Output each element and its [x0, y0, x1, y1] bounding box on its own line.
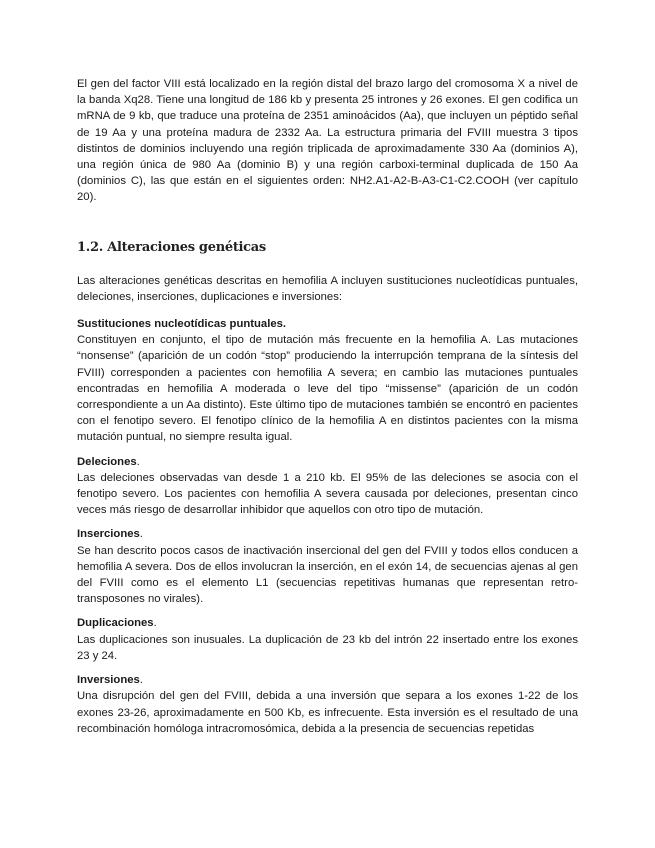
- subsection-title: Inversiones: [77, 674, 140, 687]
- subsection-title-period: .: [153, 617, 157, 630]
- subsection-duplications: [77, 615, 578, 664]
- subsection-body: Constituyen en conjunto, el tipo de mutación más frecuente en la hemofilia A. Las mutaciones “nonsense” (aparición de un codón “stop” produciendo la interrupción temprana de la síntesis del FVIII) corresponden a pacientes con hemofilia A severa; en cambio las mutaciones puntuales encontradas en hemofilia A moderada o leve del tipo “missense” (aparición de un codón correspondiente a un Aa distinto). Este último tipo de mutaciones también se encontró en pacientes con el fenotipo severo. El fenotipo clínico de la hemofilia A en distintos pacientes con la misma mutación puntual, no siempre resulta igual.: [77, 334, 578, 444]
- subsection-title-period: .: [139, 528, 143, 541]
- subsection-title: Sustituciones nucleotídicas puntuales.: [77, 318, 287, 331]
- subsection-body: Una disrupción del gen del FVIII, debida a una inversión que separa a los exones 1-22 de los exones 23-26, aproximadamente en 500 Kb, es infrecuente. Esta inversión es el resultado de una recombinación homóloga intracromosómica, debida a la presencia de secuencias repetidas: [77, 690, 578, 735]
- subsection-title-period: .: [136, 455, 140, 468]
- subsection-title: Inserciones: [77, 528, 140, 541]
- subsection-body: Las duplicaciones son inusuales. La duplicación de 23 kb del intrón 22 insertado entre los exones 23 y 24.: [77, 633, 578, 662]
- page-content: [77, 76, 578, 737]
- subsection-body: Las deleciones observadas van desde 1 a 210 kb. El 95% de las deleciones se asocia con el fenotipo severo. Los pacientes con hemofilia A severa causada por deleciones, presentan cinco veces más riesgo de desarrollar inhibidor que aquellos con otro tipo de mutación.: [77, 471, 578, 517]
- subsection-title: Deleciones: [77, 455, 137, 468]
- intro-paragraph: El gen del factor VIII está localizado en la región distal del brazo largo del cromosoma X a nivel de la banda Xq28. Tiene una longitud de 186 kb y presenta 25 intrones y 26 exones. El gen codifica un mRNA de 9 kb, que traduce una proteína de 2351 aminoácidos (Aa), que incluyen un péptido señal de 19 Aa y una proteína madura de 2332 Aa. La estructura primaria del FVIII muestra 3 tipos distintos de dominios incluyendo una región triplicada de aproximadamente 330 Aa (dominios A), una región única de 980 Aa (dominio B) y una región carboxi-terminal duplicada de 150 Aa (dominios C), las que están en el siguientes orden: NH2.A1-A2-B-A3-C1-C2.COOH (ver capítulo 20).: [77, 78, 578, 204]
- section-intro-paragraph: Las alteraciones genéticas descritas en hemofilia A incluyen sustituciones nucleotídicas puntuales, deleciones, inserciones, duplicaciones e inversiones:: [77, 274, 578, 303]
- subsection-title: Duplicaciones: [77, 617, 154, 630]
- subsection-inversions: [77, 672, 578, 737]
- subsection-point-substitutions: [77, 316, 578, 446]
- subsection-title-period: .: [139, 674, 143, 687]
- subsection-deletions: [77, 454, 578, 519]
- subsection-body: Se han descrito pocos casos de inactivación insercional del gen del FVIII y todos ellos conducen a hemofilia A severa. Dos de ellos involucran la inserción, en el exón 14, de secuencias ajenas al gen del FVIII como es el elemento L1 (secuencias repetitivas humanas que representan retro-transposones no virales).: [77, 544, 578, 606]
- section-heading: 1.2. Alteraciones genéticas: [77, 239, 266, 255]
- subsection-insertions: [77, 526, 578, 607]
